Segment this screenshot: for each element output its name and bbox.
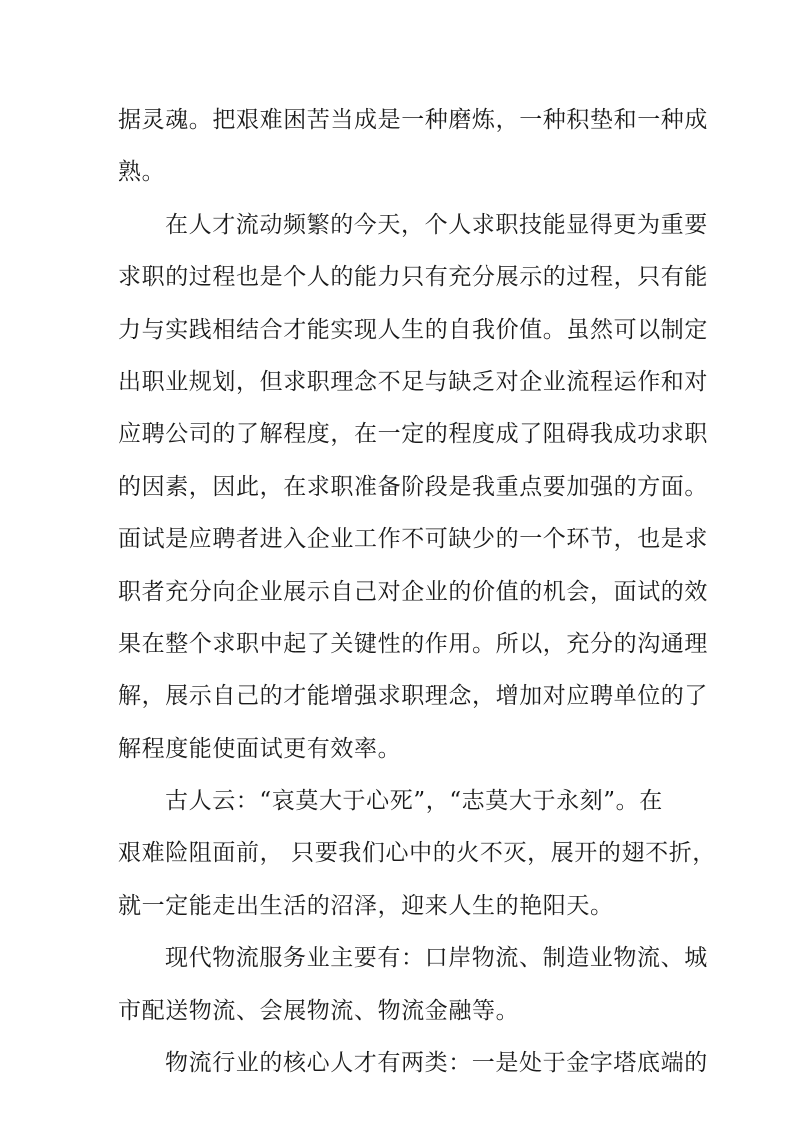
text-line: 古人云：“哀莫大于心死”，“志莫大于永刻”。在 <box>165 788 663 815</box>
text-line: 的因素，因此，在求职准备阶段是我重点要加强的方面。 <box>118 473 708 500</box>
text-line: 力与实践相结合才能实现人生的自我价值。虽然可以制定 <box>118 316 708 343</box>
text-line: 市配送物流、会展物流、物流金融等。 <box>118 997 520 1024</box>
text-line: 求职的过程也是个人的能力只有充分展示的过程，只有能 <box>118 264 708 291</box>
text-line: 熟。 <box>118 159 166 186</box>
text-line: 面试是应聘者进入企业工作不可缺少的一个环节，也是求 <box>118 526 708 553</box>
text-line: 在人才流动频繁的今天，个人求职技能显得更为重要 <box>165 211 708 238</box>
text-line: 就一定能走出生活的沼泽，迎来人生的艳阳天。 <box>118 892 614 919</box>
text-line: 职者充分向企业展示自己对企业的价值的机会，面试的效 <box>118 578 708 605</box>
text-line: 现代物流服务业主要有：口岸物流、制造业物流、城 <box>165 945 708 972</box>
text-line: 艰难险阻面前， 只要我们心中的火不灭，展开的翅不折， <box>118 840 716 867</box>
text-line: 果在整个求职中起了关键性的作用。所以，充分的沟通理 <box>118 630 708 657</box>
document-body <box>118 94 716 1089</box>
text-line: 据灵魂。把艰难困苦当成是一种磨炼，一种积垫和一种成 <box>118 107 708 133</box>
text-line: 出职业规划，但求职理念不足与缺乏对企业流程运作和对 <box>118 368 708 395</box>
text-line: 应聘公司的了解程度，在一定的程度成了阻碍我成功求职 <box>118 421 708 448</box>
text-line: 解，展示自己的才能增强求职理念，增加对应聘单位的了 <box>118 683 708 710</box>
text-line: 物流行业的核心人才有两类：一是处于金字塔底端的 <box>165 1050 708 1077</box>
text-line: 解程度能使面试更有效率。 <box>118 735 402 762</box>
